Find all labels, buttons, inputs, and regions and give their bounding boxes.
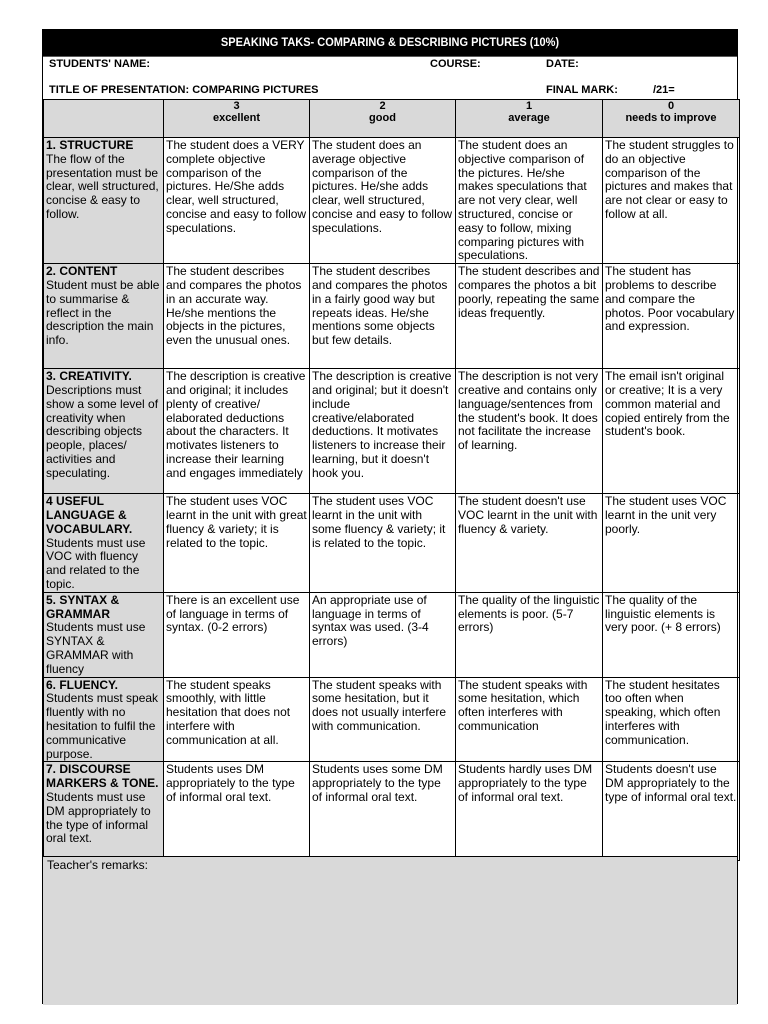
criterion-cell: 2. CONTENT Student must be able to summarise & reflect in the description the main info. [44, 264, 164, 369]
descriptor-cell: The student uses VOC learnt in the unit with great fluency & variety; it is related to the topic. [164, 494, 310, 593]
descriptor-cell: There is an excellent use of language in terms of syntax. (0-2 errors) [164, 592, 310, 677]
descriptor-cell: The quality of the linguistic elements is poor. (5-7 errors) [456, 592, 603, 677]
date-label: DATE: [546, 58, 579, 70]
students-name-label: STUDENTS' NAME: [49, 58, 151, 70]
descriptor-cell: The student does an average objective comparison of the pictures. He/she adds clear, well structured, concise and easy to follow speculations. [310, 138, 456, 264]
criterion-cell: 1. STRUCTURE The flow of the presentation must be clear, well structured, concise & easy to follow. [44, 138, 164, 264]
criterion-cell: 3. CREATIVITY. Descriptions must show a some level of creativity when describing objects people, places/ activities and speculating. [44, 369, 164, 494]
criterion-cell: 4 USEFUL LANGUAGE & VOCABULARY. Students must use VOC with fluency and related to the topic. [44, 494, 164, 593]
descriptor-cell: Students hardly uses DM appropriately to the type of informal oral text. [456, 762, 603, 861]
final-mark-label: FINAL MARK: [546, 84, 618, 96]
rubric-title: SPEAKING TAKS- COMPARING & DESCRIBING PICTURES (10%) [43, 29, 737, 56]
criterion-row-vocabulary [44, 494, 740, 593]
descriptor-cell: The quality of the linguistic elements is very poor. (+ 8 errors) [603, 592, 740, 677]
criterion-cell: 5. SYNTAX & GRAMMAR Students must use SYNTAX & GRAMMAR with fluency [44, 592, 164, 677]
criterion-row-content [44, 264, 740, 369]
descriptor-cell: The student speaks with some hesitation, but it does not usually interfere with communication. [310, 677, 456, 762]
descriptor-cell: The student uses VOC learnt in the unit with some fluency & variety; it is related to the topic. [310, 494, 456, 593]
criterion-cell: 6. FLUENCY. Students must speak fluently with no hesitation to fulfil the communicative purpose. [44, 677, 164, 762]
info-row-presentation [43, 84, 737, 98]
level-header: 3 excellent [164, 100, 310, 138]
header-criteria-cell [44, 100, 164, 138]
levels-header-row [44, 100, 740, 138]
descriptor-cell: The student describes and compares the photos in a fairly good way but repeats ideas. He/she mentions some objects but few details. [310, 264, 456, 369]
criterion-cell: 7. DISCOURSE MARKERS & TONE. Students must use DM appropriately to the type of informal oral text. [44, 762, 164, 861]
final-mark-value: /21= [653, 84, 675, 96]
level-header: 1 average [456, 100, 603, 138]
teacher-remarks-label: Teacher's remarks: [47, 858, 148, 872]
level-header: 2 good [310, 100, 456, 138]
descriptor-cell: The description is creative and original; it includes plenty of creative/ elaborated deductions about the characters. It motivates listeners to increase their learning and engages immediately [164, 369, 310, 494]
criterion-row-structure [44, 138, 740, 264]
descriptor-cell: The student has problems to describe and compare the photos. Poor vocabulary and expression. [603, 264, 740, 369]
descriptor-cell: The description is creative and original; but it doesn't include creative/elaborated deductions. It motivates listeners to increase their learning, but it doesn't hook you. [310, 369, 456, 494]
criterion-row-discourse [44, 762, 740, 861]
descriptor-cell: Students uses DM appropriately to the type of informal oral text. [164, 762, 310, 861]
rubric-table [43, 99, 740, 861]
descriptor-cell: The student describes and compares the photos in an accurate way. He/she mentions the objects in the pictures, even the unusual ones. [164, 264, 310, 369]
descriptor-cell: The student does a VERY complete objective comparison of the pictures. He/She adds clear, well structured, concise and easy to follow speculations. [164, 138, 310, 264]
descriptor-cell: Students uses some DM appropriately to the type of informal oral text. [310, 762, 456, 861]
presentation-title-label: TITLE OF PRESENTATION: COMPARING PICTURES [49, 84, 319, 96]
descriptor-cell: Students doesn't use DM appropriately to the type of informal oral text. [603, 762, 740, 861]
course-label: COURSE: [430, 58, 481, 70]
descriptor-cell: The student struggles to do an objective comparison of the pictures and makes that are not clear or easy to follow at all. [603, 138, 740, 264]
rubric-sheet [42, 29, 738, 1004]
descriptor-cell: The student speaks with some hesitation, which often interferes with communication [456, 677, 603, 762]
descriptor-cell: The student speaks smoothly, with little hesitation that does not interfere with communication at all. [164, 677, 310, 762]
teacher-remarks-box[interactable] [43, 856, 737, 1005]
descriptor-cell: The student does an objective comparison of the pictures. He/she makes speculations that are not very clear, well structured, concise or easy to follow, mixing comparing pictures with speculations. [456, 138, 603, 264]
descriptor-cell: The student doesn't use VOC learnt in the unit with fluency & variety. [456, 494, 603, 593]
descriptor-cell: The student uses VOC learnt in the unit very poorly. [603, 494, 740, 593]
criterion-row-grammar [44, 592, 740, 677]
descriptor-cell: An appropriate use of language in terms of syntax was used. (3-4 errors) [310, 592, 456, 677]
criterion-row-creativity [44, 369, 740, 494]
info-row-students [43, 58, 737, 72]
descriptor-cell: The description is not very creative and contains only language/sentences from the student's book. It does not facilitate the increase of learning. [456, 369, 603, 494]
level-header: 0 needs to improve [603, 100, 740, 138]
descriptor-cell: The student hesitates too often when speaking, which often interferes with communication. [603, 677, 740, 762]
criterion-row-fluency [44, 677, 740, 762]
descriptor-cell: The email isn't original or creative; It is a very common material and copied entirely from the student's book. [603, 369, 740, 494]
descriptor-cell: The student describes and compares the photos a bit poorly, repeating the same ideas frequently. [456, 264, 603, 369]
